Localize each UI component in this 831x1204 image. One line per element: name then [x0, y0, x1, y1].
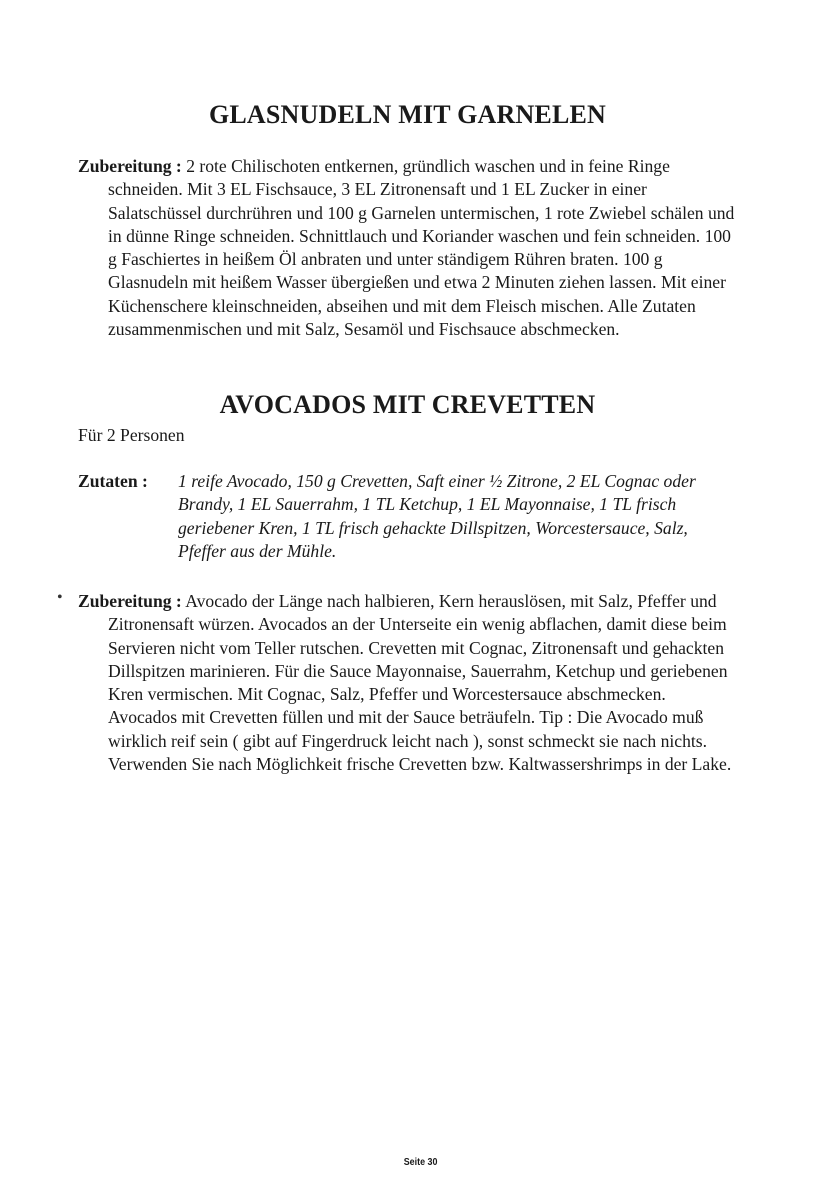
- margin-mark: •: [57, 589, 63, 606]
- recipe-2-preparation-paragraph: [78, 590, 738, 776]
- preparation-label: Zubereitung :: [78, 591, 182, 611]
- recipe-2-ingredients: [78, 470, 728, 563]
- recipe-1-title: GLASNUDELN MIT GARNELEN: [208, 100, 607, 129]
- preparation-text: 2 rote Chilischoten entkernen, gründlich waschen und in feine Ringe schneiden. Mit 3 EL Fischsauce, 3 EL Zitronensaft und 1 EL Zucker in einer Salatschüssel durchrühren und 100 g Garnelen untermischen, 1 rote Zwiebel schälen und in dünne Ringe schneiden. Schnittlauch und Koriander waschen und fein schneiden. 100 g Faschiertes in heißem Öl anbraten und unter ständigem Rühren braten. 100 g Glasnudeln mit heißem Wasser übergießen und etwa 2 Minuten ziehen lassen. Mit einer Küchenschere kleinschneiden, abseihen und mit dem Fleisch mischen. Alle Zutaten zusammenmischen und mit Salz, Sesamöl und Fischsauce abschmecken.: [108, 156, 735, 340]
- preparation-label: Zubereitung :: [78, 156, 182, 176]
- recipe-1-preparation-paragraph: [78, 155, 738, 341]
- ingredients-text: 1 reife Avocado, 150 g Crevetten, Saft einer ½ Zitrone, 2 EL Cognac oder Brandy, 1 EL Sauerrahm, 1 TL Ketchup, 1 EL Mayonnaise, 1 TL frisch geriebener Kren, 1 TL frisch gehackte Dillspitzen, Worcestersauce, Salz, Pfeffer aus der Mühle.: [178, 471, 696, 561]
- page-number: Seite 30: [403, 1156, 438, 1168]
- recipe-2-preparation: [78, 590, 738, 776]
- servings-text: Für 2 Personen: [78, 425, 185, 445]
- ingredients-label: Zutaten :: [78, 471, 148, 491]
- recipe-1-preparation: [78, 155, 738, 341]
- recipe-2-title: AVOCADOS MIT CREVETTEN: [219, 390, 596, 419]
- preparation-text: Avocado der Länge nach halbieren, Kern herauslösen, mit Salz, Pfeffer und Zitronensaft würzen. Avocados an der Unterseite ein wenig abflachen, damit diese beim Servieren nicht vom Teller rutschen. Crevetten mit Cognac, Zitronensaft und gehackten Dillspitzen marinieren. Für die Sauce Mayonnaise, Sauerrahm, Ketchup und geriebenen Kren vermischen. Mit Cognac, Salz, Pfeffer und Worcestersauce abschmecken. Avocados mit Crevetten füllen und mit der Sauce beträufeln. Tip : Die Avocado muß wirklich reif sein ( gibt auf Fingerdruck leicht nach ), sonst schmeckt sie nach nichts. Verwenden Sie nach Möglichkeit frische Crevetten bzw. Kaltwassershrimps in der Lake.: [108, 591, 732, 775]
